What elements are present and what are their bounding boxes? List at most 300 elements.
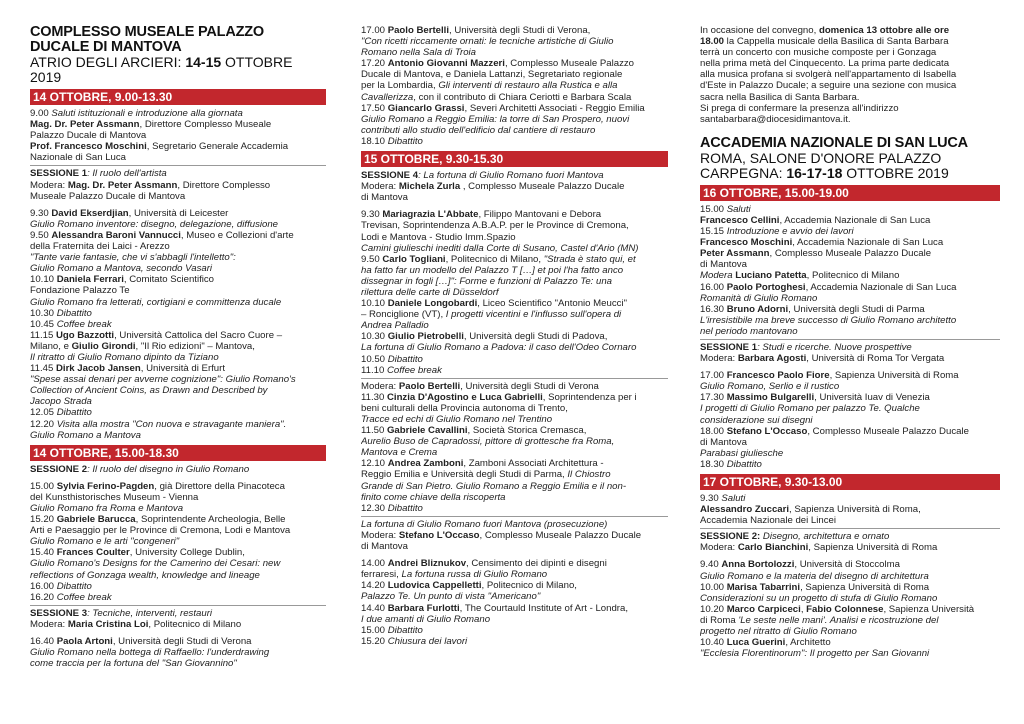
program-line [361,614,668,625]
line-text: Accademia Nazionale dei Lincei [700,515,836,527]
session-date-bar: 14 OTTOBRE, 15.00-18.30 [30,445,326,461]
line-text: di Mantova [361,541,408,553]
line-text: , Complesso Museale Palazzo Ducale [769,248,932,260]
program-line [30,407,326,418]
line-text: , University College Dublin, [129,547,245,559]
line-text: nella prima metà del Cinquecento. La prima parte dedicata [700,58,950,70]
program-line [361,492,668,503]
program-line [30,430,326,441]
line-text: , "Il Rio edizioni" – Mantova, [135,340,255,352]
talk-title: Il ritratto di Giulio Romano dipinto da Tiziano [30,351,219,363]
talk-title: considerazione sui disegni [700,414,813,426]
talk-title: Giulio Romano a Mantova, secondo Vasari [30,263,213,275]
talk-title: Giulio Romano a Mantova [30,429,141,441]
talk-title: Giulio Romano inventore: disegno, delegazione, diffusione [30,218,278,230]
speaker-name: Peter Assmann [700,248,770,260]
talk-title: Camini giulieschi inediti dalla Corte di Susano, Castel d'Ario (MN) [361,242,639,254]
program-line [361,276,668,287]
line-text: , Soprintendenza per i [542,391,637,403]
line-text: di Mantova [361,192,408,204]
line-text: , Accademia Nazionale di San Luca [792,237,944,249]
speaker-name: Marisa Tabarrini [726,581,801,593]
speaker-name: SESSIONE 4 [361,170,419,182]
program-line [361,580,668,591]
speaker-name: Mariagrazia L'Abbate [382,209,479,221]
line-text: d'Este in Palazzo Ducale; a seguire una sezione con musica [700,80,957,92]
line-text: di Mantova [700,436,747,448]
line-text: 17.30 [700,392,727,404]
line-text: , Sapienza Università di Roma, [789,504,921,516]
line-text: 17.00 [361,25,388,36]
program-line [700,615,1000,626]
speaker-name: Luca Guerini [726,637,786,649]
venue-header [700,136,1000,181]
talk-title: Giulio Romano e la materia del disegno di architettura [700,570,929,582]
speaker-name: Sylvia Ferino-Pagden [56,480,155,492]
talk-title: Dibattito [56,407,92,419]
line-text: alla musica profana si svolgerà nell'appartamento di Isabella [700,69,957,81]
program-line [700,392,1000,403]
line-text: 9.30 [700,493,722,504]
line-text: Modera: [30,179,68,191]
program-line [30,570,326,581]
line-text: 15.20 [361,635,388,647]
talk-title: Dibattito [56,580,92,592]
line-text: 15.40 [30,547,57,559]
program-line [30,352,326,363]
program-line [700,448,1000,459]
line-text: 16.00 [700,281,727,293]
program-line [30,208,326,219]
talk-title: : Tecniche, interventi, restauri [87,607,213,619]
talk-title: contributi allo studio dell'edificio dal cantiere di restauro [361,124,596,136]
program-line [30,547,326,558]
program-line [700,215,1000,226]
line-text: Modera: [361,529,399,541]
program-line [700,248,1000,259]
speaker-name: Giulio Pietrobelli [387,331,464,343]
speaker-name: Antonio Giovanni Mazzeri [387,58,505,70]
program-line [30,374,326,385]
program-line [30,525,326,536]
program-line [700,582,1000,593]
program-line [700,542,1000,553]
program-line [700,353,1000,364]
speaker-name: Prof. Francesco Moschini [30,141,147,153]
program-line [361,414,668,425]
line-text: Modera: [30,618,68,630]
line-text: , Direttore Complesso [177,179,271,191]
speaker-name: SESSIONE 1 [30,168,88,180]
program-line [361,287,668,298]
talk-title: Parabasi giuliesche [700,447,784,459]
speaker-name: David Ekserdjian [51,207,129,219]
program-line [361,58,668,69]
session-program [361,170,668,647]
line-text: 10.10 [361,298,388,310]
talk-title: Saluti [721,493,746,504]
program-line [700,559,1000,570]
program-line [361,569,668,580]
program-line [30,514,326,525]
program-line [361,192,668,203]
program-line [700,80,1000,91]
speaker-name: Francesco Paolo Fiore [726,370,830,382]
program-line [700,593,1000,604]
program-line [30,464,326,475]
session-program [700,493,1000,659]
program-line [361,243,668,254]
talk-title: nel periodo mantovano [700,325,798,337]
session-program [30,108,326,441]
line-text: 10.20 [700,603,727,615]
program-line [30,130,326,141]
program-line [361,436,668,447]
talk-title: Chiusura dei lavori [387,635,468,647]
session-date-bar: 15 OTTOBRE, 9.30-15.30 [361,151,668,167]
venue-title-line-2: DUCALE DI MANTOVA [30,39,182,55]
program-line [700,648,1000,659]
program-line [30,180,326,191]
speaker-name: Ugo Bazzotti [55,329,115,341]
line-text: Modera: [361,380,399,392]
program-line [700,282,1000,293]
speaker-name: Maria Cristina Loi [67,618,149,630]
talk-title: Dibattito [56,307,92,319]
venue-subtitle-line-2: CARPEGNA: 16-17-18 OTTOBRE 2019 [700,164,949,181]
line-text: 9.00 [30,108,52,119]
line-text: per la Lombardia, [361,80,439,92]
program-line [361,103,668,114]
session-date-bar: 14 OTTOBRE, 9.00-13.30 [30,89,326,105]
program-line [361,625,668,636]
line-text: 15.15 [700,226,727,238]
line-text: 15.00 [30,480,57,492]
program-line [30,252,326,263]
program-line [361,265,668,276]
talk-title: La fortuna di Giulio Romano fuori Mantova (prosecuzione) [361,518,608,530]
line-text: del Kunsthistorisches Museum - Vienna [30,491,199,503]
talk-title: Introduzione e avvio dei lavori [726,226,854,238]
speaker-name: 18.00 [700,36,725,48]
line-text: ferraresi, [361,569,402,581]
program-line [30,341,326,352]
line-text: – Ronciglione (VT), [361,309,446,321]
program-line [700,259,1000,270]
line-text: , Censimento dei dipinti e disegni [466,558,607,570]
session-date-bar: 17 OTTOBRE, 9.30-13.00 [700,474,1000,490]
talk-title: Dibattito [387,502,423,514]
line-text: 14.20 [361,580,388,592]
speaker-name: Alessandra Baroni Vannucci [51,229,181,241]
column-right [700,0,1000,724]
line-text: , Università degli Studi di Verona [460,380,599,392]
program-line [361,125,668,136]
line-text: Modera: [700,353,738,365]
line-text: 14.00 [361,558,388,570]
line-text: 10.00 [700,581,727,593]
program-line [361,47,668,58]
program-line [361,558,668,569]
line-text: , Complesso Museale Palazzo Ducale [479,529,642,541]
venue-header [30,25,326,85]
program-line [361,331,668,342]
line-text: , Università Iuav di Venezia [814,392,930,404]
program-line [361,519,668,530]
line-text: di Mantova [700,259,747,271]
line-text: 11.45 [30,363,56,375]
schedule-blocks [361,25,668,647]
program-line [30,481,326,492]
talk-title: Grande di San Pietro. Giulio Romano a Reggio Emilia e il non- [361,480,627,492]
line-text: Modera: [700,542,738,554]
line-text: , Direttore Complesso Museale [139,119,272,131]
speaker-name: Dirk Jacob Jansen [55,363,141,375]
program-line [700,293,1000,304]
divider [361,378,668,379]
program-line [361,425,668,436]
line-text: , Complesso Museale Palazzo [504,58,634,70]
speaker-name: Stefano L'Occaso [726,425,808,437]
line-text: 17.50 [361,102,388,114]
talk-title: "Strada è stato qui, et [543,253,636,265]
speaker-name: Barbara Agosti [737,353,807,365]
line-text: 18.30 [700,458,727,470]
line-text: , Museo e Collezioni d'arte [180,229,294,241]
line-text: , Comitato Scientifico [123,274,215,286]
talk-title: Giulio Romano e le arti "congeneri" [30,536,180,548]
program-line [700,604,1000,615]
line-text: , Università degli Studi di Verona, [449,25,591,36]
speaker-name: Paola Artoni [56,636,113,648]
concert-note [700,25,1000,125]
line-text: 18.10 [361,135,388,147]
talk-title: Giulio Romano a Reggio Emilia: la torre di San Prospero, nuovi [361,113,630,125]
line-text: sacra nella Basilica di Santa Barbara. [700,91,860,103]
talk-title: I due amanti di Giulio Romano [361,613,491,625]
program-line [361,342,668,353]
schedule-blocks [700,185,1000,659]
program-line [700,36,1000,47]
line-text: 18.00 [700,425,727,437]
line-text: , Severi Architetti Associati - Reggio Emilia [464,102,645,114]
speaker-name: Giulio Girondi [71,340,136,352]
line-text: 14.40 [361,602,388,614]
speaker-name: Giancarlo Grassi [387,102,465,114]
program-line [361,381,668,392]
speaker-name: SESSIONE 3 [30,607,88,619]
line-text: Lodi e Mantova - Studio Imm.Spazio [361,231,516,243]
program-line [30,274,326,285]
program-line [700,415,1000,426]
line-text: , Università Cattolica del Sacro Cuore – [114,329,283,341]
program-line [30,581,326,592]
program-line [30,385,326,396]
program-line [361,603,668,614]
talk-title: Aurelio Buso de Capradossi, pittore di grottesche fra Roma, [361,436,615,448]
line-text: , [800,603,807,615]
line-text: , con il contributo di Chiara Ceriotti e Barbara Scala [413,91,632,103]
talk-title: Romano nella Sala di Troia [361,47,477,59]
line-text: , Sapienza Università [883,603,975,615]
program-line [361,254,668,265]
speaker-name: Gabriele Cavallini [386,425,468,437]
program-line [361,25,668,36]
speaker-name: Francesco Moschini [700,237,793,249]
line-text: , Architetto [785,637,831,649]
program-line [30,396,326,407]
talk-title: L'irresistibile ma breve successo di Giulio Romano architetto [700,314,957,326]
program-line [30,219,326,230]
line-text: Reggio Emilia e Università degli Studi di Parma, [361,469,568,481]
program-line [30,363,326,374]
program-line [700,493,1000,504]
program-line [30,558,326,569]
line-text: terrà un concerto con musiche composte per i Gonzaga [700,47,937,59]
program-line [700,103,1000,114]
program-line [361,309,668,320]
divider [30,165,326,166]
program-line [30,419,326,430]
speaker-name: Ludovica Cappelletti [387,580,482,592]
line-text: Fondazione Palazzo Te [30,285,130,297]
speaker-name: Mag. Dr. Peter Assmann [67,179,178,191]
program-line [700,515,1000,526]
line-text: , Università degli Studi di Verona [112,636,252,648]
line-text: 12.10 [361,458,388,470]
talk-title: rilettura delle carte di Düsseldorf [361,286,499,298]
line-text: Trevisan, Soprintendenza A.B.A.P. per le Province di Cremona, [361,220,629,232]
program-line [30,619,326,630]
line-text: , Zamboni Associati Architettura - [463,458,604,470]
line-text: Ducale di Mantova, e Daniela Lattanzi, Segretariato regionale [361,69,623,81]
talk-title: Il Chiostro [567,469,611,481]
line-text: 9.50 [30,229,52,241]
line-text: , Accademia Nazionale di San Luca [779,214,931,226]
line-text: 15.20 [30,514,57,526]
talk-title: dissegnar in fogli […]": Forme e funzioni di Palazzo Te: una [361,275,613,287]
line-text: , Complesso Museale Palazzo Ducale [460,181,625,193]
line-text: , Filippo Mantovani e Debora [478,209,602,221]
divider [700,339,1000,340]
talk-title: Saluti [726,203,751,215]
talk-title: Dibattito [387,353,423,365]
line-text: 10.10 [30,274,57,286]
program-line [361,181,668,192]
talk-title: Giulio Romano's Designs for the Camerino dei Cesari: new [30,558,281,570]
program-line [700,403,1000,414]
program-line [30,536,326,547]
venue-title: ACCADEMIA NAZIONALE DI SAN LUCA [700,134,968,151]
talk-title: Coffee break [56,591,112,603]
line-text: 10.30 [361,331,388,343]
program-line [361,136,668,147]
line-text: , Università degli Studi di Padova, [463,331,608,343]
talk-title: Tracce ed echi di Giulio Romano nel Trentino [361,414,553,425]
line-text: 17.00 [700,370,727,382]
program-line [700,69,1000,80]
speaker-name: Paolo Bertelli [387,25,449,36]
divider [361,516,668,517]
talk-title: Andrea Palladio [361,320,429,332]
line-text: , Accademia Nazionale di San Luca [805,281,957,293]
line-text: Si prega di confermare la presenza all'indirizzo [700,102,899,114]
program-line [361,541,668,552]
program-line [361,469,668,480]
program-line [361,636,668,647]
talk-title: Modera [700,270,736,282]
line-text: , Sapienza Università di Roma [808,542,938,554]
program-line [700,237,1000,248]
talk-title: Dibattito [387,624,423,636]
line-text: 15.00 [700,203,727,215]
speaker-name: Carlo Togliani [382,253,446,265]
line-text: 9.30 [30,207,52,219]
line-text: Arti e Paesaggio per le Province di Cremona, Lodi e Mantova [30,525,291,537]
line-text: 12.20 [30,418,57,430]
talk-title: : Il ruolo dell'artista [87,168,167,180]
talk-title: Gli interventi di restauro alla Rustica e alla [438,80,618,92]
program-line [361,591,668,602]
talk-title: Dibattito [387,135,423,147]
talk-title: "Spese assai denari per avverne cognizione": Giulio Romano's [30,374,296,386]
line-text: , Liceo Scientifico "Antonio Meucci" [477,298,627,310]
program-line [361,320,668,331]
line-text: 12.05 [30,407,57,419]
program-line [30,241,326,252]
talk-title: : Studi e ricerche. Nuove prospettive [757,341,912,353]
speaker-name: Cinzia D'Agostino e Luca Gabrielli [386,391,543,403]
program-line [361,209,668,220]
speaker-name: SESSIONE 2: [700,531,763,543]
line-text: 16.30 [700,303,727,315]
program-line [361,458,668,469]
program-line [30,636,326,647]
session-program [700,204,1000,470]
schedule-blocks [30,89,326,669]
program-line [700,315,1000,326]
line-text: , Università di Leicester [128,207,229,219]
line-text: , Politecnico di Milano, [445,253,544,265]
program-line [361,530,668,541]
line-text: , Politecnico di Milano [806,270,900,282]
talk-title: reflections of Gonzaga wealth, knowledge and lineage [30,569,260,581]
line-text: , Università di Erfurt [140,363,226,375]
program-line [30,263,326,274]
line-text: , Università di Stoccolma [794,559,900,571]
talk-title: La fortuna di Giulio Romano a Padova: il caso dell'Odeo Cornaro [361,342,637,354]
speaker-name: SESSIONE 1 [700,341,758,353]
line-text: beni culturali della Provincia autonoma di Trento, [361,402,568,414]
program-line [30,191,326,202]
program-line [700,370,1000,381]
session-program [361,25,668,147]
program-line [361,114,668,125]
program-line [361,481,668,492]
program-line [30,647,326,658]
talk-title: finito come chiave della riscoperta [361,491,506,503]
line-text: 9.40 [700,559,722,571]
speaker-name: Andrei Bliznukov [387,558,467,570]
program-line [30,285,326,296]
talk-title: La fortuna russa di Giulio Romano [401,569,548,581]
program-line [361,36,668,47]
line-text: 9.50 [361,253,383,265]
line-text: santabarbara@diocesidimantova.it. [700,113,851,125]
line-text: Palazzo Ducale di Mantova [30,130,147,142]
talk-title: Giulio Romano, Serlio e il rustico [700,381,840,393]
line-text: 11.50 [361,425,387,437]
